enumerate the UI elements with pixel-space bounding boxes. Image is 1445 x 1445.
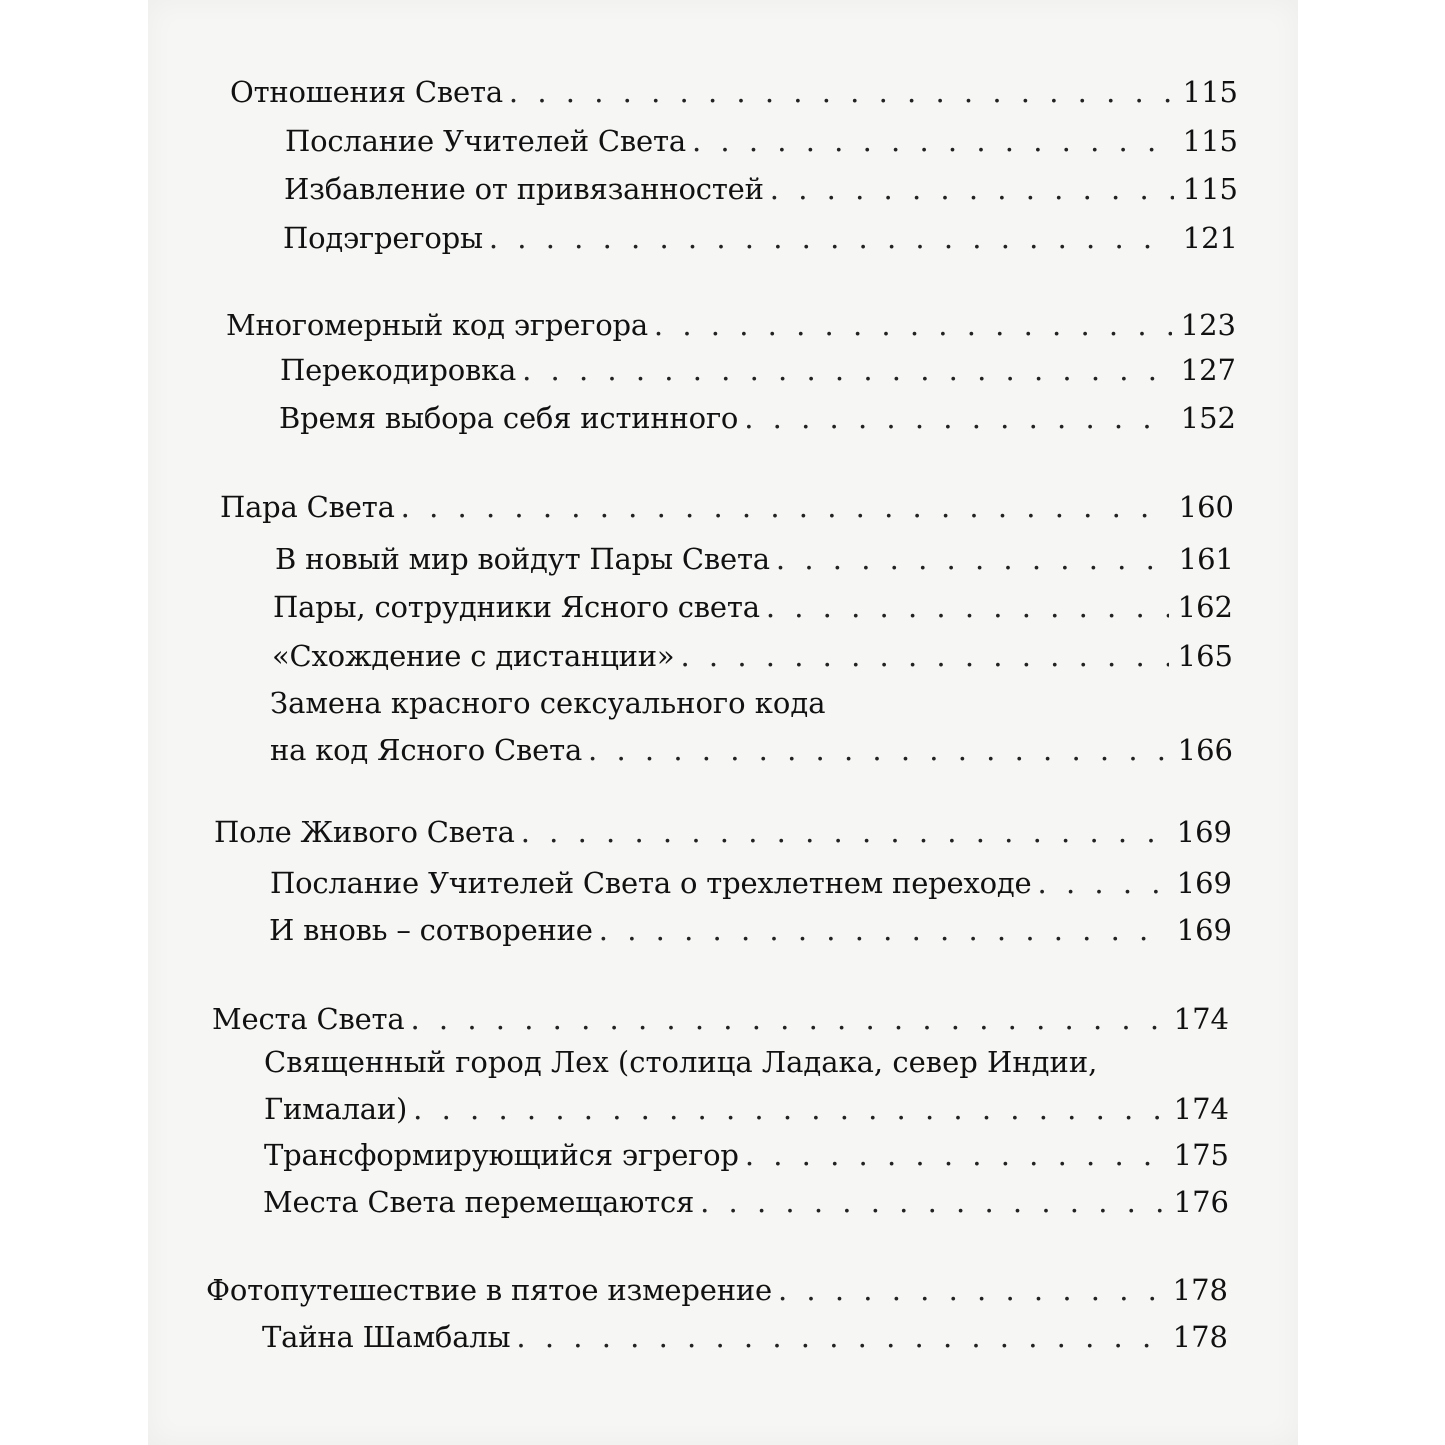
leader-dots bbox=[521, 818, 1168, 847]
toc-entry-page: 121 bbox=[1182, 221, 1238, 255]
toc-entry-page: 178 bbox=[1172, 1273, 1228, 1307]
toc-entry-title: Подэгрегоры bbox=[283, 221, 483, 255]
toc-entry bbox=[230, 75, 1238, 118]
toc-entry-page: 169 bbox=[1176, 815, 1232, 849]
toc-entry bbox=[280, 353, 1236, 396]
toc-entry-title-line1: Замена красного сексуального кода bbox=[270, 686, 826, 720]
toc-entry-page: 115 bbox=[1182, 124, 1238, 158]
leader-dots bbox=[489, 224, 1174, 253]
toc-entry bbox=[263, 1185, 1229, 1228]
leader-dots bbox=[1038, 869, 1168, 898]
leader-dots bbox=[770, 175, 1174, 204]
toc-entry-page: 178 bbox=[1172, 1320, 1228, 1354]
toc-entry bbox=[264, 1138, 1229, 1181]
toc-entry-page: 176 bbox=[1173, 1185, 1229, 1219]
toc-entry-title: Послание Учителей Света bbox=[285, 124, 686, 158]
toc-entry-title: Поле Живого Света bbox=[214, 815, 515, 849]
toc-entry bbox=[272, 639, 1233, 682]
toc-entry-title: Фотопутешествие в пятое измерение bbox=[206, 1273, 772, 1307]
toc-entry-page: 165 bbox=[1177, 639, 1233, 673]
toc-entry-page: 166 bbox=[1177, 733, 1233, 767]
toc-entry-page: 174 bbox=[1173, 1092, 1229, 1126]
toc-entry-title: Время выбора себя истинного bbox=[279, 401, 739, 435]
leader-dots bbox=[778, 1276, 1164, 1305]
toc-entry bbox=[226, 308, 1236, 351]
toc-entry-title: Отношения Света bbox=[230, 75, 503, 109]
toc-entry-page: 123 bbox=[1180, 308, 1236, 342]
leader-dots bbox=[776, 545, 1170, 574]
toc-entry bbox=[206, 1273, 1228, 1316]
toc-entry bbox=[270, 686, 1233, 776]
leader-dots bbox=[413, 1095, 1165, 1124]
toc-entry-page: 115 bbox=[1182, 172, 1238, 206]
toc-entry-page: 152 bbox=[1180, 401, 1236, 435]
leader-dots bbox=[692, 127, 1174, 156]
leader-dots bbox=[700, 1188, 1165, 1217]
toc-entry bbox=[264, 1045, 1229, 1135]
leader-dots bbox=[509, 78, 1174, 107]
toc-entry-title: Тайна Шамбалы bbox=[262, 1320, 511, 1354]
toc-entry bbox=[262, 1320, 1228, 1363]
toc-entry-title: Перекодировка bbox=[280, 353, 517, 387]
leader-dots bbox=[588, 736, 1169, 765]
leader-dots bbox=[766, 593, 1169, 622]
leader-dots bbox=[401, 493, 1170, 522]
toc-entry-title: В новый мир войдут Пары Света bbox=[275, 542, 770, 576]
toc-entry-title-line1: Священный город Лех (столица Ладака, север Индии, bbox=[264, 1045, 1098, 1079]
toc-entry-title: на код Ясного Света bbox=[270, 733, 583, 767]
toc-entry-page: 169 bbox=[1176, 866, 1232, 900]
toc-entry bbox=[269, 913, 1232, 956]
toc-entry-title: Места Света bbox=[212, 1002, 405, 1036]
toc-entry-page: 160 bbox=[1178, 490, 1234, 524]
toc-entry-title: Трансформирующийся эгрегор bbox=[264, 1138, 739, 1172]
toc-entry-page: 162 bbox=[1177, 590, 1233, 624]
toc-entry-title: Места Света перемещаются bbox=[263, 1185, 695, 1219]
toc-entry-title: Избавление от привязанностей bbox=[284, 172, 764, 206]
toc-entry bbox=[283, 221, 1238, 264]
toc-entry-page: 174 bbox=[1173, 1002, 1229, 1036]
leader-dots bbox=[599, 916, 1168, 945]
toc-entry bbox=[273, 590, 1233, 633]
leader-dots bbox=[522, 356, 1172, 385]
toc-entry bbox=[285, 124, 1238, 167]
leader-dots bbox=[680, 642, 1169, 671]
leader-dots bbox=[410, 1005, 1165, 1034]
toc-entry-page: 127 bbox=[1180, 353, 1236, 387]
toc-entry-title: «Схождение с дистанции» bbox=[272, 639, 675, 673]
toc-entry-page: 175 bbox=[1173, 1138, 1229, 1172]
toc-entry-title: Пара Света bbox=[220, 490, 395, 524]
leader-dots bbox=[654, 311, 1172, 340]
leader-dots bbox=[745, 1141, 1165, 1170]
toc-entry bbox=[284, 172, 1238, 215]
leader-dots bbox=[744, 404, 1172, 433]
toc-entry-page: 169 bbox=[1176, 913, 1232, 947]
leader-dots bbox=[516, 1323, 1164, 1352]
toc-entry bbox=[279, 401, 1236, 444]
toc-entry-title: Послание Учителей Света о трехлетнем переходе bbox=[270, 866, 1032, 900]
toc-entry-page: 115 bbox=[1182, 75, 1238, 109]
toc-entry-page: 161 bbox=[1178, 542, 1234, 576]
toc-entry bbox=[214, 815, 1232, 858]
toc-entry-title: Гималаи) bbox=[264, 1092, 408, 1126]
toc-entry-title: Многомерный код эгрегора bbox=[226, 308, 648, 342]
toc-entry bbox=[275, 542, 1234, 585]
toc-entry bbox=[220, 490, 1234, 533]
toc-entry bbox=[212, 1002, 1229, 1045]
toc-entry-title: Пары, сотрудники Ясного света bbox=[273, 590, 760, 624]
toc-entry-title: И вновь – сотворение bbox=[269, 913, 593, 947]
toc-entry bbox=[270, 866, 1232, 909]
